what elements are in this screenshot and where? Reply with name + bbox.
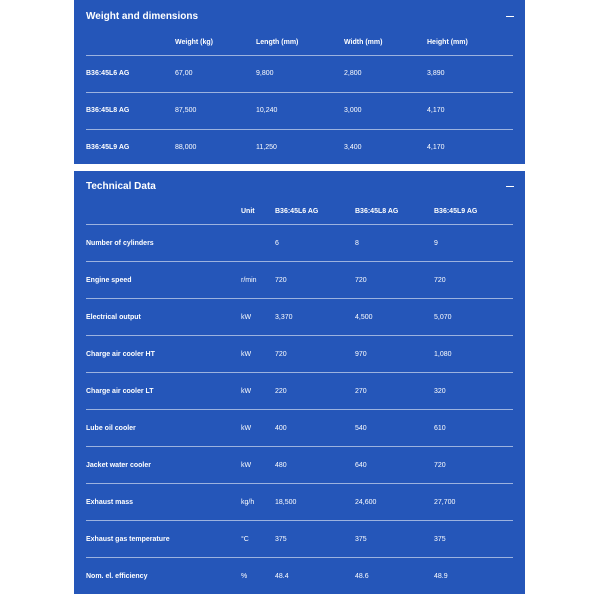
unit-value: °C	[241, 536, 249, 543]
table-row	[86, 483, 513, 520]
l9-value: 1,080	[434, 351, 452, 358]
width-value: 2,800	[344, 70, 362, 77]
row-divider	[86, 372, 513, 373]
row-divider	[86, 557, 513, 558]
row-label: Nom. el. efficiency	[86, 573, 148, 580]
row-divider	[86, 298, 513, 299]
l6-value: 18,500	[275, 499, 297, 506]
l6-value: 220	[275, 388, 287, 395]
technical-data-title[interactable]: Technical Data	[86, 181, 156, 192]
l9-value: 720	[434, 462, 446, 469]
l9-value: 610	[434, 425, 446, 432]
row-divider	[86, 409, 513, 410]
row-label: Electrical output	[86, 314, 141, 321]
l8-value: 540	[355, 425, 367, 432]
row-label: Lube oil cooler	[86, 425, 136, 432]
table-row	[86, 55, 513, 92]
model-name: B36:45L8 AG	[86, 107, 130, 114]
l9-value: 320	[434, 388, 446, 395]
unit-value: kW	[241, 388, 252, 395]
l8-value: 8	[355, 240, 359, 247]
l9-value: 48.9	[434, 573, 448, 580]
l9-value: 720	[434, 277, 446, 284]
header-l6: B36:45L6 AG	[275, 208, 319, 215]
technical-data-panel	[74, 171, 525, 594]
table-row	[86, 335, 513, 372]
unit-value: kg/h	[241, 499, 255, 506]
unit-value: r/min	[241, 277, 257, 284]
row-divider	[86, 55, 513, 56]
height-value: 4,170	[427, 144, 445, 151]
l6-value: 375	[275, 536, 287, 543]
l6-value: 3,370	[275, 314, 293, 321]
l8-value: 375	[355, 536, 367, 543]
l6-value: 720	[275, 351, 287, 358]
weight-value: 87,500	[175, 107, 197, 114]
table-row	[86, 92, 513, 129]
table-row	[86, 261, 513, 298]
unit-value: kW	[241, 425, 252, 432]
row-divider	[86, 446, 513, 447]
table-row	[86, 129, 513, 166]
l8-value: 640	[355, 462, 367, 469]
row-label: Exhaust mass	[86, 499, 134, 506]
l8-value: 270	[355, 388, 367, 395]
header-l9: B36:45L9 AG	[434, 208, 478, 215]
table-row	[86, 372, 513, 409]
l9-value: 9	[434, 240, 438, 247]
l9-value: 27,700	[434, 499, 456, 506]
l8-value: 970	[355, 351, 367, 358]
l8-value: 720	[355, 277, 367, 284]
l6-value: 400	[275, 425, 287, 432]
model-name: B36:45L6 AG	[86, 70, 130, 77]
l6-value: 6	[275, 240, 279, 247]
length-value: 10,240	[256, 107, 278, 114]
row-label: Charge air cooler HT	[86, 351, 155, 358]
height-value: 4,170	[427, 107, 445, 114]
unit-value: kW	[241, 314, 252, 321]
model-name: B36:45L9 AG	[86, 144, 130, 151]
row-label: Charge air cooler LT	[86, 388, 154, 395]
length-value: 9,800	[256, 70, 274, 77]
header-height: Height (mm)	[427, 39, 468, 46]
row-label: Jacket water cooler	[86, 462, 151, 469]
l8-value: 24,600	[355, 499, 377, 506]
row-divider	[86, 92, 513, 93]
collapse-weight-icon[interactable]	[506, 16, 514, 17]
collapse-tech-icon[interactable]	[506, 186, 514, 187]
height-value: 3,890	[427, 70, 445, 77]
weight-value: 67,00	[175, 70, 193, 77]
row-divider	[86, 129, 513, 130]
l6-value: 720	[275, 277, 287, 284]
row-divider	[86, 483, 513, 484]
header-weight: Weight (kg)	[175, 39, 213, 46]
width-value: 3,400	[344, 144, 362, 151]
row-divider	[86, 335, 513, 336]
unit-value: %	[241, 573, 248, 580]
table-row	[86, 224, 513, 261]
row-divider	[86, 520, 513, 521]
table-row	[86, 409, 513, 446]
l8-value: 48.6	[355, 573, 369, 580]
weight-dimensions-title[interactable]: Weight and dimensions	[86, 11, 199, 22]
unit-value: kW	[241, 462, 252, 469]
row-divider	[86, 224, 513, 225]
table-row	[86, 298, 513, 335]
header-length: Length (mm)	[256, 39, 299, 46]
length-value: 11,250	[256, 144, 277, 151]
header-unit: Unit	[241, 208, 255, 215]
unit-value: kW	[241, 351, 252, 358]
table-row	[86, 446, 513, 483]
header-l8: B36:45L8 AG	[355, 208, 399, 215]
width-value: 3,000	[344, 107, 362, 114]
l9-value: 5,070	[434, 314, 452, 321]
l9-value: 375	[434, 536, 446, 543]
row-label: Exhaust gas temperature	[86, 536, 170, 543]
table-row	[86, 520, 513, 557]
table-row	[86, 557, 513, 594]
l6-value: 480	[275, 462, 287, 469]
l6-value: 48.4	[275, 573, 289, 580]
row-label: Number of cylinders	[86, 240, 154, 247]
weight-value: 88,000	[175, 144, 197, 151]
row-label: Engine speed	[86, 277, 132, 284]
l8-value: 4,500	[355, 314, 373, 321]
row-divider	[86, 261, 513, 262]
weight-dimensions-panel	[74, 0, 525, 164]
header-width: Width (mm)	[344, 39, 383, 46]
